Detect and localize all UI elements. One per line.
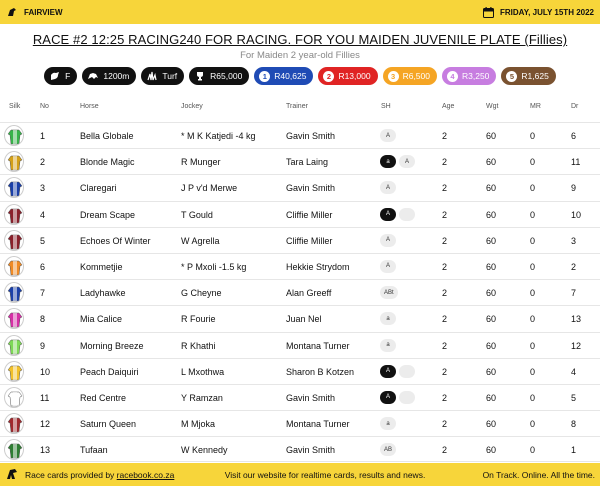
trainer-name: Montana Turner bbox=[286, 419, 350, 430]
jockey-name: * M K Katjedi -4 kg bbox=[181, 131, 256, 141]
jockey-name: L Mxothwa bbox=[181, 366, 225, 377]
sh-indicators bbox=[380, 181, 396, 194]
runner-age: 2 bbox=[442, 261, 448, 272]
merit-rating: 0 bbox=[530, 235, 536, 246]
table-row[interactable] bbox=[0, 332, 600, 358]
runner-weight: 60 bbox=[486, 340, 497, 351]
sh-badge: a bbox=[380, 339, 396, 352]
horse-name[interactable]: Dream Scape bbox=[80, 209, 136, 220]
col-mr: MR bbox=[530, 103, 541, 110]
stake-label: R65,000 bbox=[210, 71, 243, 81]
runner-number: 5 bbox=[40, 235, 46, 246]
trainer-name: Alan Greeff bbox=[286, 288, 332, 299]
merit-rating: 0 bbox=[530, 183, 536, 194]
table-row[interactable] bbox=[0, 384, 600, 410]
racebook-logo-icon bbox=[5, 467, 19, 483]
draw: 2 bbox=[571, 261, 577, 272]
trainer-name: Gavin Smith bbox=[286, 131, 336, 141]
gender-badge bbox=[44, 67, 77, 85]
silk-icon bbox=[4, 125, 24, 146]
runner-weight: 60 bbox=[486, 183, 497, 194]
silk-icon bbox=[4, 177, 24, 198]
gender-label: F bbox=[65, 71, 71, 81]
trainer-name: Tara Laing bbox=[286, 157, 329, 168]
sh-indicators bbox=[380, 286, 398, 299]
prize-label-3: R6,500 bbox=[402, 71, 430, 81]
sh-badge: a bbox=[380, 155, 396, 168]
prize-place-3: 3 bbox=[388, 71, 399, 82]
horse-name[interactable]: Peach Daiquiri bbox=[80, 366, 139, 377]
table-row[interactable] bbox=[0, 410, 600, 436]
merit-rating: 0 bbox=[530, 445, 536, 456]
runner-age: 2 bbox=[442, 288, 448, 299]
horse-name[interactable]: Morning Breeze bbox=[80, 340, 144, 351]
horse-name[interactable]: Blonde Magic bbox=[80, 157, 135, 168]
col-jockey: Jockey bbox=[181, 103, 203, 110]
runner-age: 2 bbox=[442, 314, 448, 325]
silk-icon bbox=[4, 413, 24, 434]
runner-weight: 60 bbox=[486, 366, 497, 377]
col-trainer: Trainer bbox=[286, 103, 308, 110]
sh-badge: A bbox=[399, 155, 415, 168]
runner-weight: 60 bbox=[486, 392, 497, 403]
sh-badge: A bbox=[380, 365, 396, 378]
prize-label-1: R40,625 bbox=[274, 71, 307, 81]
sh-indicators bbox=[380, 260, 396, 273]
prize-badge-4 bbox=[442, 67, 496, 85]
silk-icon bbox=[4, 387, 24, 408]
horse-name[interactable]: Tufaan bbox=[80, 445, 108, 456]
silk-icon bbox=[4, 151, 24, 172]
sh-indicators bbox=[380, 312, 396, 325]
sh-indicators bbox=[380, 234, 396, 247]
table-row[interactable] bbox=[0, 253, 600, 279]
sh-badge: ABt bbox=[380, 286, 398, 299]
sh-badge: A bbox=[380, 234, 396, 247]
horse-name[interactable]: Kommetjie bbox=[80, 261, 123, 272]
calendar-icon bbox=[483, 7, 494, 18]
horse-name[interactable]: Mia Calice bbox=[80, 314, 123, 325]
table-row[interactable] bbox=[0, 174, 600, 200]
jockey-name: R Khathi bbox=[181, 340, 216, 351]
jockey-name: Y Ramzan bbox=[181, 392, 223, 403]
runner-weight: 60 bbox=[486, 131, 497, 141]
runner-age: 2 bbox=[442, 392, 448, 403]
runner-number: 11 bbox=[40, 392, 50, 403]
merit-rating: 0 bbox=[530, 131, 536, 141]
col-age: Age bbox=[442, 103, 455, 110]
jockey-name: J P v'd Merwe bbox=[181, 183, 238, 194]
draw: 5 bbox=[571, 392, 577, 403]
footer-message: Visit our website for realtime cards, results and news. bbox=[224, 469, 426, 480]
runner-weight: 60 bbox=[486, 261, 497, 272]
runner-number: 4 bbox=[40, 209, 46, 220]
horse-name[interactable]: Saturn Queen bbox=[80, 419, 137, 430]
sh-badge: AB bbox=[380, 443, 396, 456]
prize-badge-3 bbox=[383, 67, 437, 85]
jockey-name: T Gould bbox=[181, 209, 213, 220]
venue-name: FAIRVIEW bbox=[24, 7, 63, 17]
merit-rating: 0 bbox=[530, 314, 536, 325]
silk-icon bbox=[4, 335, 24, 356]
runner-age: 2 bbox=[442, 209, 448, 220]
table-header bbox=[0, 103, 600, 115]
jockey-name: W Agrella bbox=[181, 235, 220, 246]
draw: 9 bbox=[571, 183, 577, 194]
runner-weight: 60 bbox=[486, 209, 497, 220]
sh-badge: a bbox=[380, 417, 396, 430]
table-row[interactable] bbox=[0, 201, 600, 227]
merit-rating: 0 bbox=[530, 261, 536, 272]
sh-indicators bbox=[380, 208, 415, 221]
draw: 11 bbox=[571, 157, 581, 168]
prize-badge-1 bbox=[254, 67, 313, 85]
race-date bbox=[483, 7, 594, 18]
sh-badge: a bbox=[380, 312, 396, 325]
sh-indicators bbox=[380, 129, 396, 142]
runner-number: 8 bbox=[40, 314, 46, 325]
sh-indicators bbox=[380, 365, 415, 378]
prize-badge-5 bbox=[501, 67, 555, 85]
runner-weight: 60 bbox=[486, 445, 497, 456]
jockey-name: W Kennedy bbox=[181, 445, 228, 456]
runner-age: 2 bbox=[442, 340, 448, 351]
runner-age: 2 bbox=[442, 235, 448, 246]
racebook-link[interactable]: racebook.co.za bbox=[116, 469, 175, 480]
trainer-name: Cliffie Miller bbox=[286, 209, 333, 220]
runner-weight: 60 bbox=[486, 288, 497, 299]
draw: 4 bbox=[571, 366, 577, 377]
runner-age: 2 bbox=[442, 419, 448, 430]
trainer-name: Gavin Smith bbox=[286, 183, 336, 194]
merit-rating: 0 bbox=[530, 366, 536, 377]
gender-icon bbox=[49, 70, 61, 82]
turf-badge bbox=[141, 67, 184, 85]
table-row[interactable] bbox=[0, 358, 600, 384]
sh-badge: A bbox=[380, 391, 396, 404]
sh-badge bbox=[399, 391, 415, 404]
runner-number: 13 bbox=[40, 445, 51, 456]
prize-place-1: 1 bbox=[259, 71, 270, 82]
trophy-icon bbox=[194, 70, 206, 82]
table-row[interactable] bbox=[0, 436, 600, 462]
sh-indicators bbox=[380, 443, 396, 456]
runner-number: 2 bbox=[40, 157, 46, 168]
trainer-name: Sharon B Kotzen bbox=[286, 366, 355, 377]
sh-indicators bbox=[380, 155, 415, 168]
trainer-name: Gavin Smith bbox=[286, 445, 336, 456]
draw: 7 bbox=[571, 288, 577, 299]
runners-table bbox=[0, 122, 600, 462]
sh-badge: A bbox=[380, 260, 396, 273]
horse-name[interactable]: Red Centre bbox=[80, 392, 127, 403]
horse-name[interactable]: Claregari bbox=[80, 183, 117, 194]
draw: 6 bbox=[571, 131, 577, 141]
jockey-name: * P Mxoli -1.5 kg bbox=[181, 261, 247, 272]
runner-weight: 60 bbox=[486, 419, 497, 430]
jockey-name: R Munger bbox=[181, 157, 221, 168]
silk-icon bbox=[4, 230, 24, 251]
runner-weight: 60 bbox=[486, 235, 497, 246]
sh-indicators bbox=[380, 391, 415, 404]
sh-badge: A bbox=[380, 129, 396, 142]
footer-credit bbox=[25, 470, 174, 480]
merit-rating: 0 bbox=[530, 288, 536, 299]
race-info-badges bbox=[0, 67, 600, 85]
table-row[interactable] bbox=[0, 279, 600, 305]
silk-icon bbox=[4, 439, 24, 460]
runner-number: 10 bbox=[40, 366, 51, 377]
table-row[interactable] bbox=[0, 305, 600, 331]
footer-credit-text: Race cards provided by bbox=[25, 469, 117, 480]
distance-label: 1200m bbox=[103, 71, 130, 81]
col-wgt: Wgt bbox=[486, 103, 499, 110]
distance-badge bbox=[82, 67, 136, 85]
distance-icon bbox=[87, 70, 99, 82]
footer-left bbox=[5, 467, 205, 483]
trainer-name: Montana Turner bbox=[286, 340, 350, 351]
prize-label-2: R13,000 bbox=[338, 71, 371, 81]
venue bbox=[6, 6, 63, 18]
prize-label-4: R3,250 bbox=[462, 71, 490, 81]
col-sh: SH bbox=[381, 103, 391, 110]
col-no: No bbox=[40, 103, 49, 110]
runner-age: 2 bbox=[442, 183, 448, 194]
date-text: FRIDAY, JULY 15TH 2022 bbox=[500, 7, 594, 17]
draw: 3 bbox=[571, 235, 577, 246]
prize-place-5: 5 bbox=[506, 71, 517, 82]
draw: 1 bbox=[571, 445, 577, 456]
horse-logo-icon bbox=[6, 6, 18, 18]
runner-age: 2 bbox=[442, 157, 448, 168]
runner-age: 2 bbox=[442, 366, 448, 377]
jockey-name: R Fourie bbox=[181, 314, 216, 325]
merit-rating: 0 bbox=[530, 392, 536, 403]
sh-indicators bbox=[380, 417, 396, 430]
jockey-name: M Mjoka bbox=[181, 419, 216, 430]
trainer-name: Gavin Smith bbox=[286, 392, 336, 403]
runner-weight: 60 bbox=[486, 157, 497, 168]
draw: 10 bbox=[571, 209, 582, 220]
table-row[interactable] bbox=[0, 122, 600, 148]
draw: 12 bbox=[571, 340, 582, 351]
stake-badge bbox=[189, 67, 249, 85]
sh-indicators bbox=[380, 339, 396, 352]
silk-icon bbox=[4, 282, 24, 303]
runner-age: 2 bbox=[442, 445, 448, 456]
turf-label: Turf bbox=[162, 71, 178, 81]
sh-badge bbox=[399, 365, 415, 378]
table-row[interactable] bbox=[0, 227, 600, 253]
merit-rating: 0 bbox=[530, 209, 536, 220]
horse-name[interactable]: Bella Globale bbox=[80, 131, 134, 141]
runner-number: 1 bbox=[40, 131, 46, 141]
runner-number: 3 bbox=[40, 183, 46, 194]
horse-name[interactable]: Echoes Of Winter bbox=[80, 235, 151, 246]
jockey-name: G Cheyne bbox=[181, 288, 222, 299]
runner-number: 12 bbox=[40, 419, 51, 430]
trainer-name: Hekkie Strydom bbox=[286, 261, 350, 272]
runner-number: 9 bbox=[40, 340, 46, 351]
sh-badge: A bbox=[380, 208, 396, 221]
col-horse: Horse bbox=[80, 103, 99, 110]
merit-rating: 0 bbox=[530, 157, 536, 168]
draw: 8 bbox=[571, 419, 577, 430]
trainer-name: Juan Nel bbox=[286, 314, 322, 325]
draw: 13 bbox=[571, 314, 582, 325]
prize-place-4: 4 bbox=[447, 71, 458, 82]
race-title: RACE #2 12:25 RACING240 FOR RACING. FOR YOU MAIDEN JUVENILE PLATE (Fillies) bbox=[32, 32, 568, 47]
prize-badge-2 bbox=[318, 67, 377, 85]
footer-bar bbox=[0, 463, 600, 486]
runner-number: 6 bbox=[40, 261, 46, 272]
prize-label-5: R1,625 bbox=[521, 71, 549, 81]
silk-icon bbox=[4, 308, 24, 329]
table-row[interactable] bbox=[0, 148, 600, 174]
trainer-name: Cliffie Miller bbox=[286, 235, 333, 246]
runner-number: 7 bbox=[40, 288, 46, 299]
top-bar bbox=[0, 0, 600, 24]
merit-rating: 0 bbox=[530, 419, 536, 430]
footer-tagline: On Track. Online. All the time. bbox=[482, 469, 595, 480]
race-subtitle: For Maiden 2 year-old Fillies bbox=[240, 50, 360, 61]
silk-icon bbox=[4, 204, 24, 225]
sh-badge bbox=[399, 208, 415, 221]
horse-name[interactable]: Ladyhawke bbox=[80, 288, 126, 299]
silk-icon bbox=[4, 361, 24, 382]
merit-rating: 0 bbox=[530, 340, 536, 351]
turf-icon bbox=[146, 70, 158, 82]
silk-icon bbox=[4, 256, 24, 277]
col-silk: Silk bbox=[9, 103, 21, 110]
prize-place-2: 2 bbox=[323, 71, 334, 82]
runner-weight: 60 bbox=[486, 314, 497, 325]
sh-badge: A bbox=[380, 181, 396, 194]
col-dr: Dr bbox=[571, 103, 579, 110]
runner-age: 2 bbox=[442, 131, 448, 141]
